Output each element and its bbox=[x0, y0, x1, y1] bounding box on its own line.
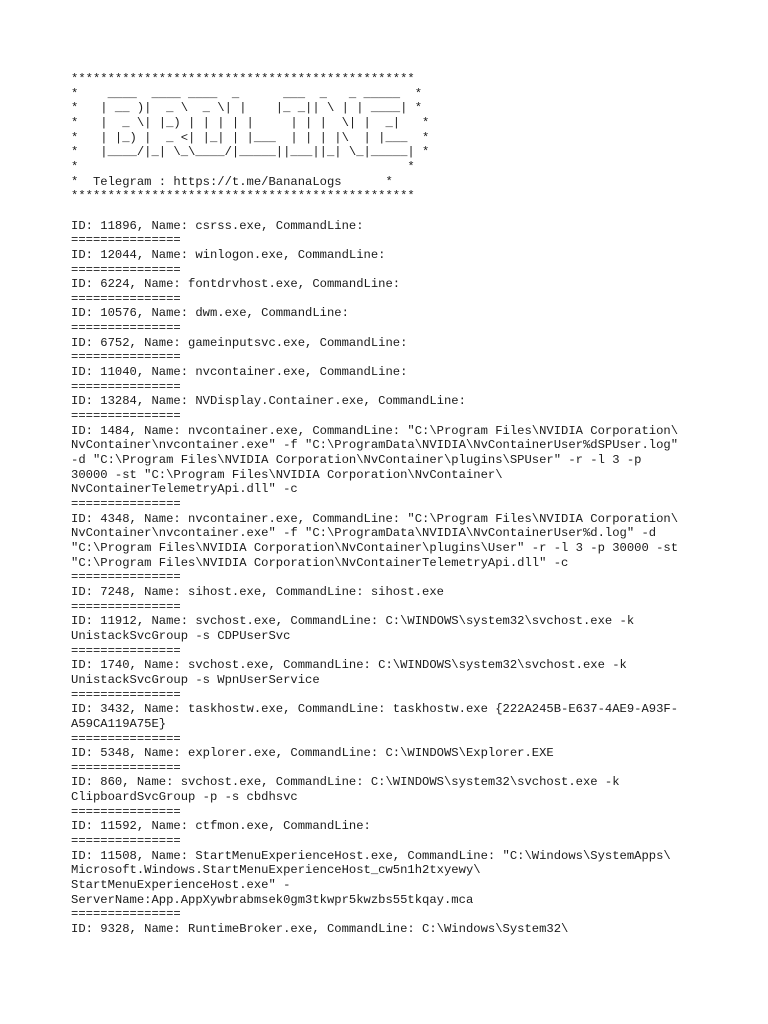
process-entry-line: Microsoft.Windows.StartMenuExperienceHost_cw5n1h2txyewy\ bbox=[71, 863, 481, 878]
process-entry bbox=[71, 277, 731, 292]
separator-line: =============== bbox=[71, 731, 181, 746]
process-entry-line: ID: 11508, Name: StartMenuExperienceHost.exe, CommandLine: "C:\Windows\SystemApps\ bbox=[71, 848, 671, 863]
process-entry-line: UnistackSvcGroup -s WpnUserService bbox=[71, 672, 320, 687]
process-entry-line: ID: 7248, Name: sihost.exe, CommandLine: sihost.exe bbox=[71, 584, 444, 599]
process-entry-line: ID: 10576, Name: dwm.exe, CommandLine: bbox=[71, 306, 349, 321]
banner-line: * Telegram : https://t.me/BananaLogs * bbox=[71, 174, 393, 189]
banner-line: *********************************************** bbox=[71, 189, 415, 204]
banner-line: * | __ )| _ \ _ \| | |_ _|| \ | | ____| * bbox=[71, 101, 423, 116]
process-entry-line: ID: 11040, Name: nvcontainer.exe, CommandLine: bbox=[71, 365, 408, 380]
process-entry-line: ID: 11896, Name: csrss.exe, CommandLine: bbox=[71, 218, 364, 233]
process-entry-line: ClipboardSvcGroup -p -s cbdhsvc bbox=[71, 790, 298, 805]
process-entry bbox=[71, 658, 731, 687]
process-entry-line: ID: 11592, Name: ctfmon.exe, CommandLine: bbox=[71, 819, 371, 834]
banner-line: * ____ ____ ____ _ ___ _ _ _____ * bbox=[71, 86, 423, 101]
process-entry bbox=[71, 248, 731, 263]
process-entry bbox=[71, 819, 731, 834]
process-entry-line: StartMenuExperienceHost.exe" - bbox=[71, 878, 291, 893]
separator-line: =============== bbox=[71, 599, 181, 614]
process-entry-line: ID: 13284, Name: NVDisplay.Container.exe, CommandLine: bbox=[71, 394, 466, 409]
process-list bbox=[71, 219, 731, 937]
separator-line: =============== bbox=[71, 804, 181, 819]
process-entry bbox=[71, 849, 731, 908]
separator-line: =============== bbox=[71, 233, 181, 248]
process-entry-line: NvContainerTelemetryApi.dll" -c bbox=[71, 482, 298, 497]
process-entry bbox=[71, 424, 731, 497]
ascii-banner bbox=[71, 72, 731, 204]
process-entry-line: UnistackSvcGroup -s CDPUserSvc bbox=[71, 628, 291, 643]
process-entry-line: A59CA119A75E} bbox=[71, 716, 167, 731]
separator-line: =============== bbox=[71, 497, 181, 512]
document-page bbox=[71, 72, 731, 937]
separator-line: =============== bbox=[71, 834, 181, 849]
separator-line: =============== bbox=[71, 687, 181, 702]
banner-line: *********************************************** bbox=[71, 72, 415, 86]
banner-line: * | |_) | _ <| |_| | |___ | | | |\ | |___ * bbox=[71, 130, 430, 145]
banner-line: * * bbox=[71, 159, 415, 174]
process-entry bbox=[71, 775, 731, 804]
separator-line: =============== bbox=[71, 379, 181, 394]
process-entry-line: ID: 860, Name: svchost.exe, CommandLine: C:\WINDOWS\system32\svchost.exe -k bbox=[71, 775, 620, 790]
process-entry-line: "C:\Program Files\NVIDIA Corporation\NvContainer\plugins\User" -r -l 3 -p 30000 -st bbox=[71, 540, 679, 555]
process-entry-line: NvContainer\nvcontainer.exe" -f "C:\ProgramData\NVIDIA\NvContainerUser%dSPUser.log" bbox=[71, 438, 679, 453]
process-entry bbox=[71, 512, 731, 571]
process-entry-line: 30000 -st "C:\Program Files\NVIDIA Corporation\NvContainer\ bbox=[71, 467, 503, 482]
separator-line: =============== bbox=[71, 643, 181, 658]
process-entry bbox=[71, 219, 731, 234]
process-entry bbox=[71, 365, 731, 380]
process-entry bbox=[71, 614, 731, 643]
separator-line: =============== bbox=[71, 262, 181, 277]
separator-line: =============== bbox=[71, 907, 181, 922]
process-entry-line: ID: 1740, Name: svchost.exe, CommandLine: C:\WINDOWS\system32\svchost.exe -k bbox=[71, 658, 627, 673]
process-entry-line: -d "C:\Program Files\NVIDIA Corporation\NvContainer\plugins\SPUser" -r -l 3 -p bbox=[71, 453, 642, 468]
separator-line: =============== bbox=[71, 760, 181, 775]
process-entry bbox=[71, 336, 731, 351]
process-entry-line: ID: 4348, Name: nvcontainer.exe, CommandLine: "C:\Program Files\NVIDIA Corporation\ bbox=[71, 511, 679, 526]
process-entry-line: "C:\Program Files\NVIDIA Corporation\NvContainerTelemetryApi.dll" -c bbox=[71, 555, 569, 570]
process-entry-line: ID: 6224, Name: fontdrvhost.exe, CommandLine: bbox=[71, 277, 401, 292]
separator-line: =============== bbox=[71, 291, 181, 306]
process-entry-line: ServerName:App.AppXywbrabmsek0gm3tkwpr5kwzbs55tkqay.mca bbox=[71, 892, 474, 907]
process-entry bbox=[71, 306, 731, 321]
process-entry-line: ID: 11912, Name: svchost.exe, CommandLine: C:\WINDOWS\system32\svchost.exe -k bbox=[71, 614, 635, 629]
process-entry-line: ID: 3432, Name: taskhostw.exe, CommandLine: taskhostw.exe {222A245B-E637-4AE9-A93F- bbox=[71, 702, 679, 717]
separator-line: =============== bbox=[71, 570, 181, 585]
banner-line: * |____/|_| \_\____/|_____||___||_| \_|_____| * bbox=[71, 145, 430, 160]
banner-line: * | _ \| |_) | | | | | | | | \| | _| * bbox=[71, 115, 430, 130]
process-entry-line: ID: 6752, Name: gameinputsvc.exe, CommandLine: bbox=[71, 335, 408, 350]
process-entry-line: ID: 9328, Name: RuntimeBroker.exe, CommandLine: C:\Windows\System32\ bbox=[71, 922, 569, 937]
separator-line: =============== bbox=[71, 350, 181, 365]
process-entry bbox=[71, 585, 731, 600]
process-entry bbox=[71, 394, 731, 409]
process-entry-line: ID: 5348, Name: explorer.exe, CommandLine: C:\WINDOWS\Explorer.EXE bbox=[71, 746, 554, 761]
process-entry-line: ID: 12044, Name: winlogon.exe, CommandLine: bbox=[71, 247, 386, 262]
separator-line: =============== bbox=[71, 321, 181, 336]
process-entry bbox=[71, 922, 731, 937]
separator-line: =============== bbox=[71, 409, 181, 424]
process-entry bbox=[71, 746, 731, 761]
process-entry-line: ID: 1484, Name: nvcontainer.exe, CommandLine: "C:\Program Files\NVIDIA Corporation\ bbox=[71, 423, 679, 438]
process-entry bbox=[71, 702, 731, 731]
process-entry-line: NvContainer\nvcontainer.exe" -f "C:\ProgramData\NVIDIA\NvContainerUser%d.log" -d bbox=[71, 526, 657, 541]
